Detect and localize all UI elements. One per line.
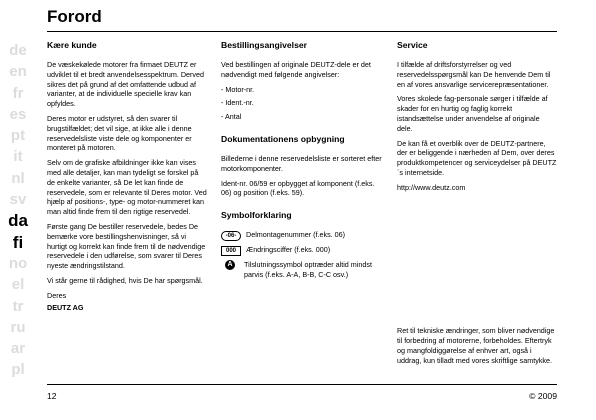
column-customer [47,40,207,317]
lang-tab[interactable]: tr [12,297,24,315]
symbol-row [221,245,383,256]
list-item: - Motor-nr. [221,84,255,94]
paragraph: Billederne i denne reservedelsliste er sorteret efter motorkomponenter. [221,153,382,173]
column-service [397,40,557,198]
paragraph: De kan få et overblik over de DEUTZ-partnere, der er beliggende i nærheden af Dem, over deres produktkompetencer og serviceydelser på DEUTZ´s internetside. [397,138,557,177]
column-ordering [221,40,383,284]
symbol-description: Tilslutningssymbol optræder altid mindst parvis (f.eks. A-A, B-B, C-C osv.) [244,260,372,279]
language-tabs [0,40,36,381]
section-heading: Kære kunde [47,40,97,50]
subassembly-symbol-icon: -06- [221,231,241,241]
paragraph: Vi står gerne til rådighed, hvis De har spørgsmål. [47,275,203,285]
list-item: - Ident.-nr. [221,98,254,108]
lang-tab[interactable]: nl [11,169,25,187]
paragraph: Ved bestillingen af originale DEUTZ-dele er det nødvendigt med følgende angivelser: [221,60,371,79]
copyright: © 2009 [529,391,557,401]
symbol-description: Ændringsciffer (f.eks. 000) [246,245,331,255]
lang-tab[interactable]: en [9,63,27,81]
website-link[interactable]: http://www.deutz.com [397,182,466,192]
section-heading: Symbolforklaring [221,210,292,221]
paragraph: Selv om de grafiske afbildninger ikke kan vises med alle detaljer, kan man tydeligt se forskel på de enkelte varianter, så De let kan finde de reservedele, som er relevante til Deres motor. Ved hjælp af positions-, type- og motor-nummeret kan man altid finde frem til den rigtige reservedel. [47,158,207,217]
symbol-row [221,260,383,280]
lang-tab[interactable]: pl [11,361,25,379]
symbol-description: Delmontagenummer (f.eks. 06) [246,230,346,240]
lang-tab[interactable]: ru [10,318,26,336]
section-heading: Dokumentationens opbygning [221,133,345,144]
lang-tab[interactable]: ar [10,340,26,358]
section-heading: Bestillingsangivelser [221,40,307,50]
page-title: Forord [47,7,102,26]
lang-tab[interactable]: de [9,42,27,59]
lang-tab[interactable]: pt [10,127,26,145]
lang-tab[interactable]: no [8,254,28,272]
section-heading: Service [397,40,428,50]
top-rule [47,31,557,32]
legal-note: Ret til tekniske ændringer, som bliver nødvendige til forbedring af motorerne, forbeholdes. Eftertryk og mangfoldiggørelse af enhver art, også i uddrag, kun tilladt med vores skriftlige samtykke. [397,326,555,365]
lang-tab[interactable]: fr [12,84,24,102]
paragraph: Vores skolede fag-personale sørger i tilfælde af skader for en hurtig og faglig korrekt istandsættelse under anvendelse af originale dele. [397,94,548,133]
lang-tab[interactable]: el [11,276,25,294]
lang-tab[interactable]: es [9,105,27,123]
closing: Deres [47,290,67,300]
symbol-row [221,230,383,241]
lang-tab[interactable]: it [13,148,23,166]
lang-tab-active[interactable]: da [8,211,28,231]
lang-tab[interactable]: sv [9,191,27,209]
lang-tab-active[interactable]: fi [12,232,24,252]
paragraph: De væskekølede motorer fra firmaet DEUTZ er udviklet til et bredt anvendelsesspektrum. Derved sikres det på grund af det omfattende udbud af varianter, at de individuelle specielle krav kan opfyldes. [47,60,205,109]
paragraph: I tilfælde af driftsforstyrrelser og ved reservedelsspørgsmål kan De henvende Dem til en af vores ansvarlige servicerepræsentationer. [397,60,551,89]
paragraph: Ident-nr. 06/59 er opbygget af komponent (f.eks. 06) og position (f.eks. 59). [221,178,375,198]
change-digit-symbol-icon: 000 [221,246,241,256]
paragraph: Deres motor er udstyret, så den svarer til brugstilfældet; det vil sige, at ikke alle i denne reservedelsliste viste dele og komponenter er monteret på motoren. [47,113,192,153]
list-item: - Antal [221,112,242,122]
bottom-rule [47,384,557,385]
page-number: 12 [47,391,57,401]
paragraph: Første gang De bestiller reservedele, bedes De bemærke vore bestillingshenvisninger, så vi hurtigt og korrekt kan finde frem til de nødvendige reservedele i den udførelse, som svarer til Deres nyeste ændringstilstand. [47,221,206,271]
connection-symbol-icon: A [225,260,235,270]
signature: DEUTZ AG [47,302,84,312]
